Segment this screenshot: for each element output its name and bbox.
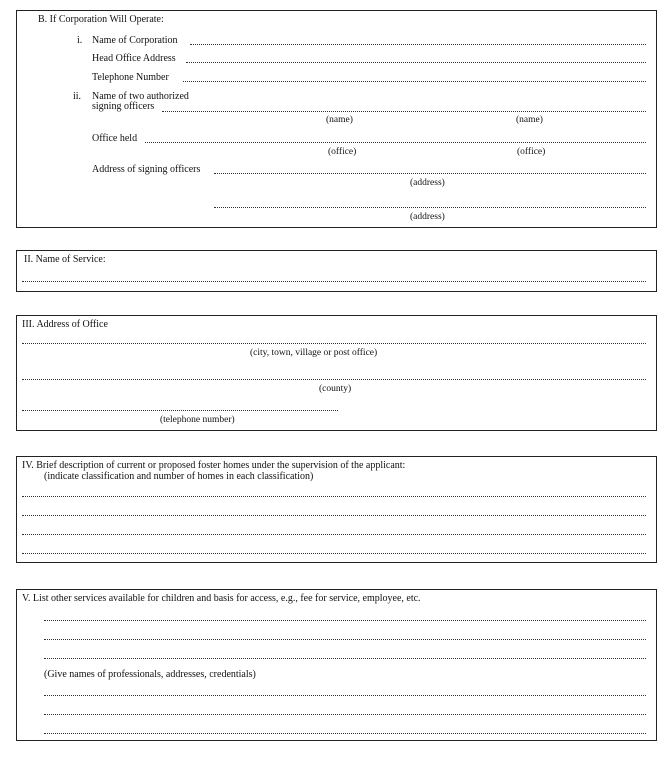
address-caption-1: (address) (410, 178, 445, 188)
city-field[interactable] (22, 343, 646, 344)
address-signing-field-1[interactable] (214, 173, 646, 174)
head-office-label: Head Office Address (92, 53, 176, 64)
section-v-header: V. List other services available for children and basis for access, e.g., fee for service, employee, etc. (22, 593, 421, 604)
label-i: i. (77, 35, 83, 46)
county-field[interactable] (22, 379, 646, 380)
name-of-corporation-label: Name of Corporation (92, 35, 178, 46)
professionals-line-3[interactable] (44, 733, 646, 734)
other-services-line-3[interactable] (44, 658, 646, 659)
other-services-line-2[interactable] (44, 639, 646, 640)
label-ii: ii. (73, 91, 82, 102)
two-officers-label-1: Name of two authorized (92, 91, 189, 102)
address-signing-label: Address of signing officers (92, 164, 201, 175)
office-caption-1: (office) (328, 147, 357, 157)
telephone-field[interactable] (183, 81, 646, 82)
office-held-field[interactable] (145, 142, 646, 143)
name-caption-2: (name) (516, 115, 543, 125)
professionals-label: (Give names of professionals, addresses, credentials) (44, 669, 256, 680)
foster-homes-line-1[interactable] (22, 496, 646, 497)
foster-homes-line-2[interactable] (22, 515, 646, 516)
office-caption-2: (office) (517, 147, 546, 157)
address-signing-field-2[interactable] (214, 207, 646, 208)
foster-homes-line-4[interactable] (22, 553, 646, 554)
section-iv-subheader: (indicate classification and number of homes in each classification) (44, 471, 314, 482)
name-of-corporation-field[interactable] (190, 44, 646, 45)
section-v-box (16, 589, 657, 741)
professionals-line-1[interactable] (44, 695, 646, 696)
section-ii-box (16, 250, 657, 292)
section-iii-box (16, 315, 657, 431)
telephone-label: Telephone Number (92, 72, 169, 83)
telephone-caption: (telephone number) (160, 415, 235, 425)
foster-homes-line-3[interactable] (22, 534, 646, 535)
city-caption: (city, town, village or post office) (250, 348, 378, 358)
two-officers-label-2: signing officers (92, 101, 155, 112)
county-caption: (county) (319, 384, 352, 394)
telephone-number-field[interactable] (22, 410, 338, 411)
section-iii-header: III. Address of Office (22, 319, 108, 330)
name-caption-1: (name) (326, 115, 353, 125)
office-held-label: Office held (92, 133, 138, 144)
officer-names-field[interactable] (162, 111, 646, 112)
name-of-service-field[interactable] (22, 281, 646, 282)
section-ii-header: II. Name of Service: (24, 254, 106, 265)
section-b-header: B. If Corporation Will Operate: (38, 14, 164, 25)
other-services-line-1[interactable] (44, 620, 646, 621)
address-caption-2: (address) (410, 212, 445, 222)
professionals-line-2[interactable] (44, 714, 646, 715)
head-office-field[interactable] (186, 62, 646, 63)
section-iv-header: IV. Brief description of current or proposed foster homes under the supervision of the applicant: (22, 460, 406, 471)
